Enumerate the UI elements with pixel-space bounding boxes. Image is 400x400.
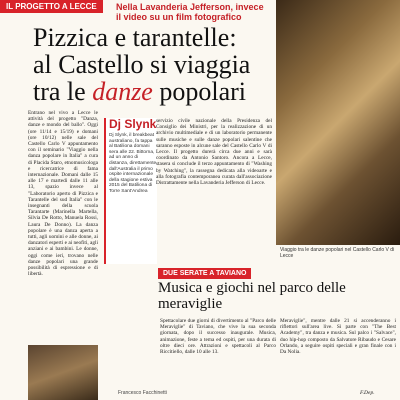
taviano-column-1: Spettacolare due giorni di divertimento al "Parco delle Meraviglie" di Taviano, che vive la sua seconda giornata, dopo il successo inaugurale. Musica, animazione, feste a tema ed ospiti, per una durata di oltre dieci ore. Attrazioni e spettacoli al Parco Riccitiello, dalle 10 alle 13. [160,318,276,356]
subheadline: Nella Lavanderia Jefferson, invece il video su un film fotografico [116,2,264,22]
photo-caption: Viaggio tra le danze popolari nel Castello Carlo V di Lecce [280,247,395,259]
portrait-caption: Francesco Facchinetti [118,390,167,396]
headline-line-1: Pizzica e tarantelle: [33,23,237,52]
dj-slynk-sidebar [104,118,157,264]
dj-slynk-logo: Dj Slynk [109,117,157,131]
taviano-headline: Musica e giochi nel parco delle meraviglie [158,280,346,312]
headline-line-3-pre: tra le [33,77,86,106]
section-kicker: IL PROGETTO A LECCE [0,0,103,13]
article-column-3: servizio civile nazionale della Presidenza del Consiglio dei Ministri, per la realizzazione di un archivio multimediale e di un laboratorio permanente sulle musiche e sulle danze popolari salentine che saranno esposte in alcune sale del Castello Carlo V di Lecce. Il progetto durerà circa due anni e sarà coordinato da Antonio Santoro. Ancora a Lecce, stasera si conclude il terzo appuntamento di "Washing by Watching", la rassegna dedicata alla videoarte e alla fotografia contemporanea curata dall'associazione Distrattamente nella Lavanderia Jefferson di Lecce. [156,118,272,187]
dancer-photo [276,0,400,245]
portrait-photo [28,345,98,400]
article-column-1: Entrano nel vivo a Lecce le attività del progetto "Danza, danze e mondo del ballo". Oggi (ore 11/14 e 15/19) e domani (ore 10/12) nelle sale del Castello Carlo V appuntamento con il seminario "Viaggio nella danza popolare in Italia" a cura di Placida Staro, etnomusicologa e ricercatrice di fama internazionale. Domani dalle 15 alle 17 e martedì dalle 11 alle 13, spazio invece al "Laboratorio aperto di Pizzica e Tarantelle del sud Italia" con le insegnanti della scuola Tarantarte (Marinella Martella, Silvia De Rotto, Manuela Rossi, Laura De Donno). La danza popolare è una danza aperta a tutti, agli uomini e alle donne, ai danzatori esperti e ai neofiti, agli anziani e ai bambini. Le donne, oggi come ieri, trovano nelle danze popolari una grande possibilità di espressione e di libertà. [28,110,98,278]
headline-line-2: al Castello si viaggia [33,50,251,79]
author-signature: F.Dep. [360,390,375,396]
headline-line-3-post: popolari [159,77,247,106]
dj-slynk-text: Dj Slynk, il breakbeat australiano, fa tappa al Batiliona domani sera alle 22. Bittorna, ad un anno di distanza, direttamente dall'Australia il primo ospite internazionale della stagione estiva 2015 del Batiliona di Torre Sant'Andrea [109,133,157,194]
taviano-column-2: Meraviglie", mentre dalle 21 si accenderanno i riflettori sull'area live. Si parte con "The Best Academy", tra danza e musica. Sul palco i "Salvace", duo hip-hop composto da Salvatore Ribaudo e Cesare Orlando, a seguire ospiti speciali e gran finale con i Da Nolia. [280,318,396,356]
main-headline [33,24,271,105]
headline-danze: danze [92,77,153,106]
taviano-kicker: DUE SERATE A TAVIANO [158,268,251,279]
headline-line-3 [33,78,271,105]
